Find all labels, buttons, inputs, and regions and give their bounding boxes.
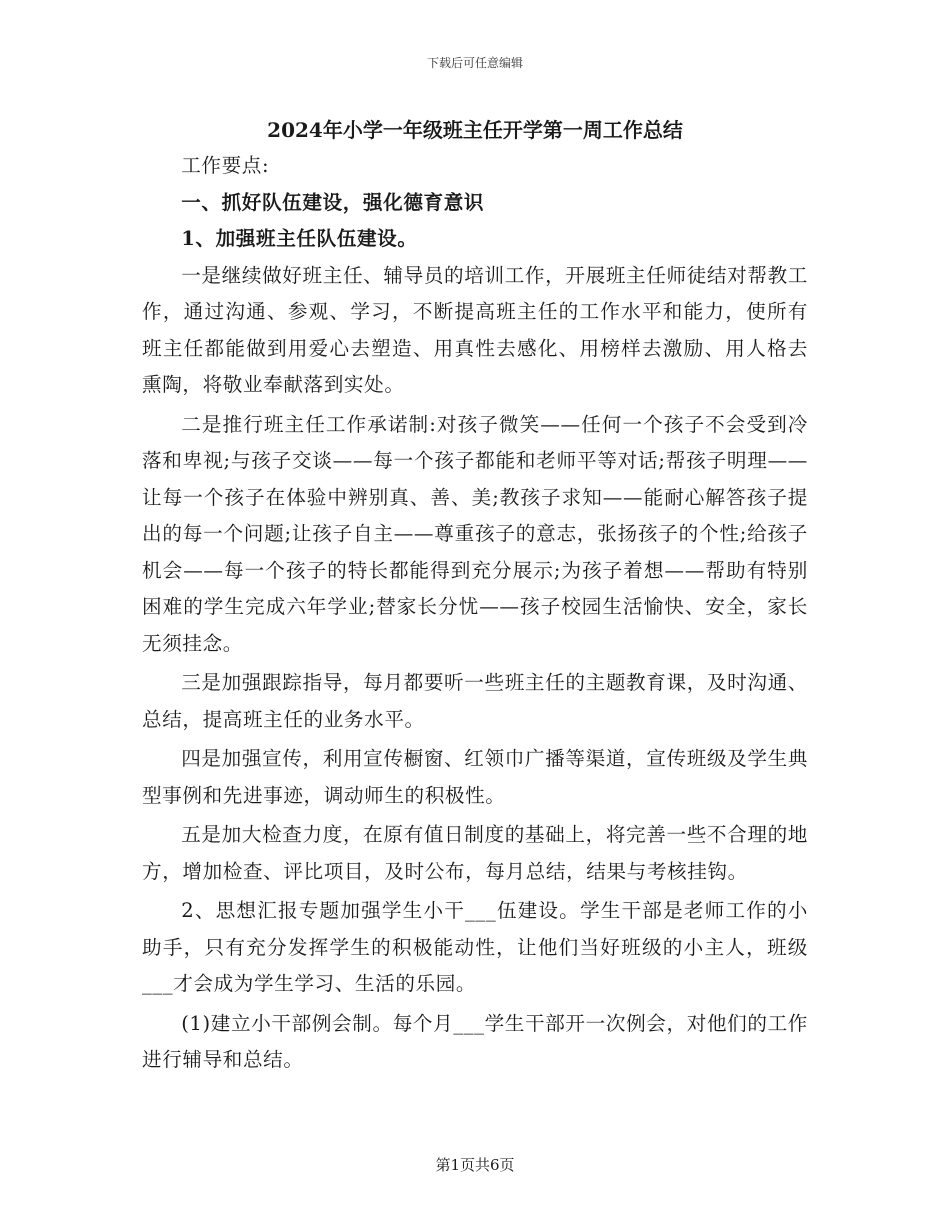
subsection-heading-1: 1、加强班主任队伍建设。 xyxy=(181,227,418,250)
paragraph-first-item: 一是继续做好班主任、辅导员的培训工作，开展班主任师徒结对帮教工作，通过沟通、参观、学习，不断提高班主任的工作水平和能力，使所有班主任都能做到用爱心去塑造、用真性去感化、用榜样去激励、用人格去熏陶，将敬业奉献落到实处。 xyxy=(142,263,808,396)
page-header-note: 下载后可任意编辑 xyxy=(426,56,523,70)
page-number: 第1页共6页 xyxy=(435,1156,515,1174)
paragraph-cadre-meeting: (1)建立小干部例会制。每个月___学生干部开一次例会，对他们的工作进行辅导和总结。 xyxy=(142,1011,808,1071)
paragraph-second-item: 二是推行班主任工作承诺制:对孩子微笑——任何一个孩子不会受到冷落和卑视;与孩子交谈——每一个孩子都能和老师平等对话;帮孩子明理——让每一个孩子在体验中辨别真、善、美;教孩子求知——能耐心解答孩子提出的每一个问题;让孩子自主——尊重孩子的意志，张扬孩子的个性;给孩子机会——每一个孩子的特长都能得到充分展示;为孩子着想——帮助有特别困难的学生完成六年学业;替家长分忧——孩子校园生活愉快、安全，家长无须挂念。 xyxy=(142,412,808,655)
document-body xyxy=(142,112,808,1079)
work-points-label: 工作要点: xyxy=(181,154,270,177)
paragraph-fourth-item: 四是加强宣传，利用宣传橱窗、红领巾广播等渠道，宣传班级及学生典型事例和先进事迹，调动师生的积极性。 xyxy=(142,747,808,807)
subsection-heading-2-paragraph: 2、思想汇报专题加强学生小干___伍建设。学生干部是老师工作的小助手，只有充分发挥学生的积极能动性，让他们当好班级的小主人，班级___才会成为学生学习、生活的乐园。 xyxy=(142,899,808,995)
document-title: 2024年小学一年级班主任开学第一周工作总结 xyxy=(267,118,683,142)
section-heading-1: 一、抓好队伍建设，强化德育意识 xyxy=(181,190,485,214)
paragraph-fifth-item: 五是加大检查力度，在原有值日制度的基础上，将完善一些不合理的地方，增加检查、评比项目，及时公布，每月总结，结果与考核挂钩。 xyxy=(142,823,808,883)
paragraph-third-item: 三是加强跟踪指导，每月都要听一些班主任的主题教育课，及时沟通、总结，提高班主任的业务水平。 xyxy=(142,671,808,731)
